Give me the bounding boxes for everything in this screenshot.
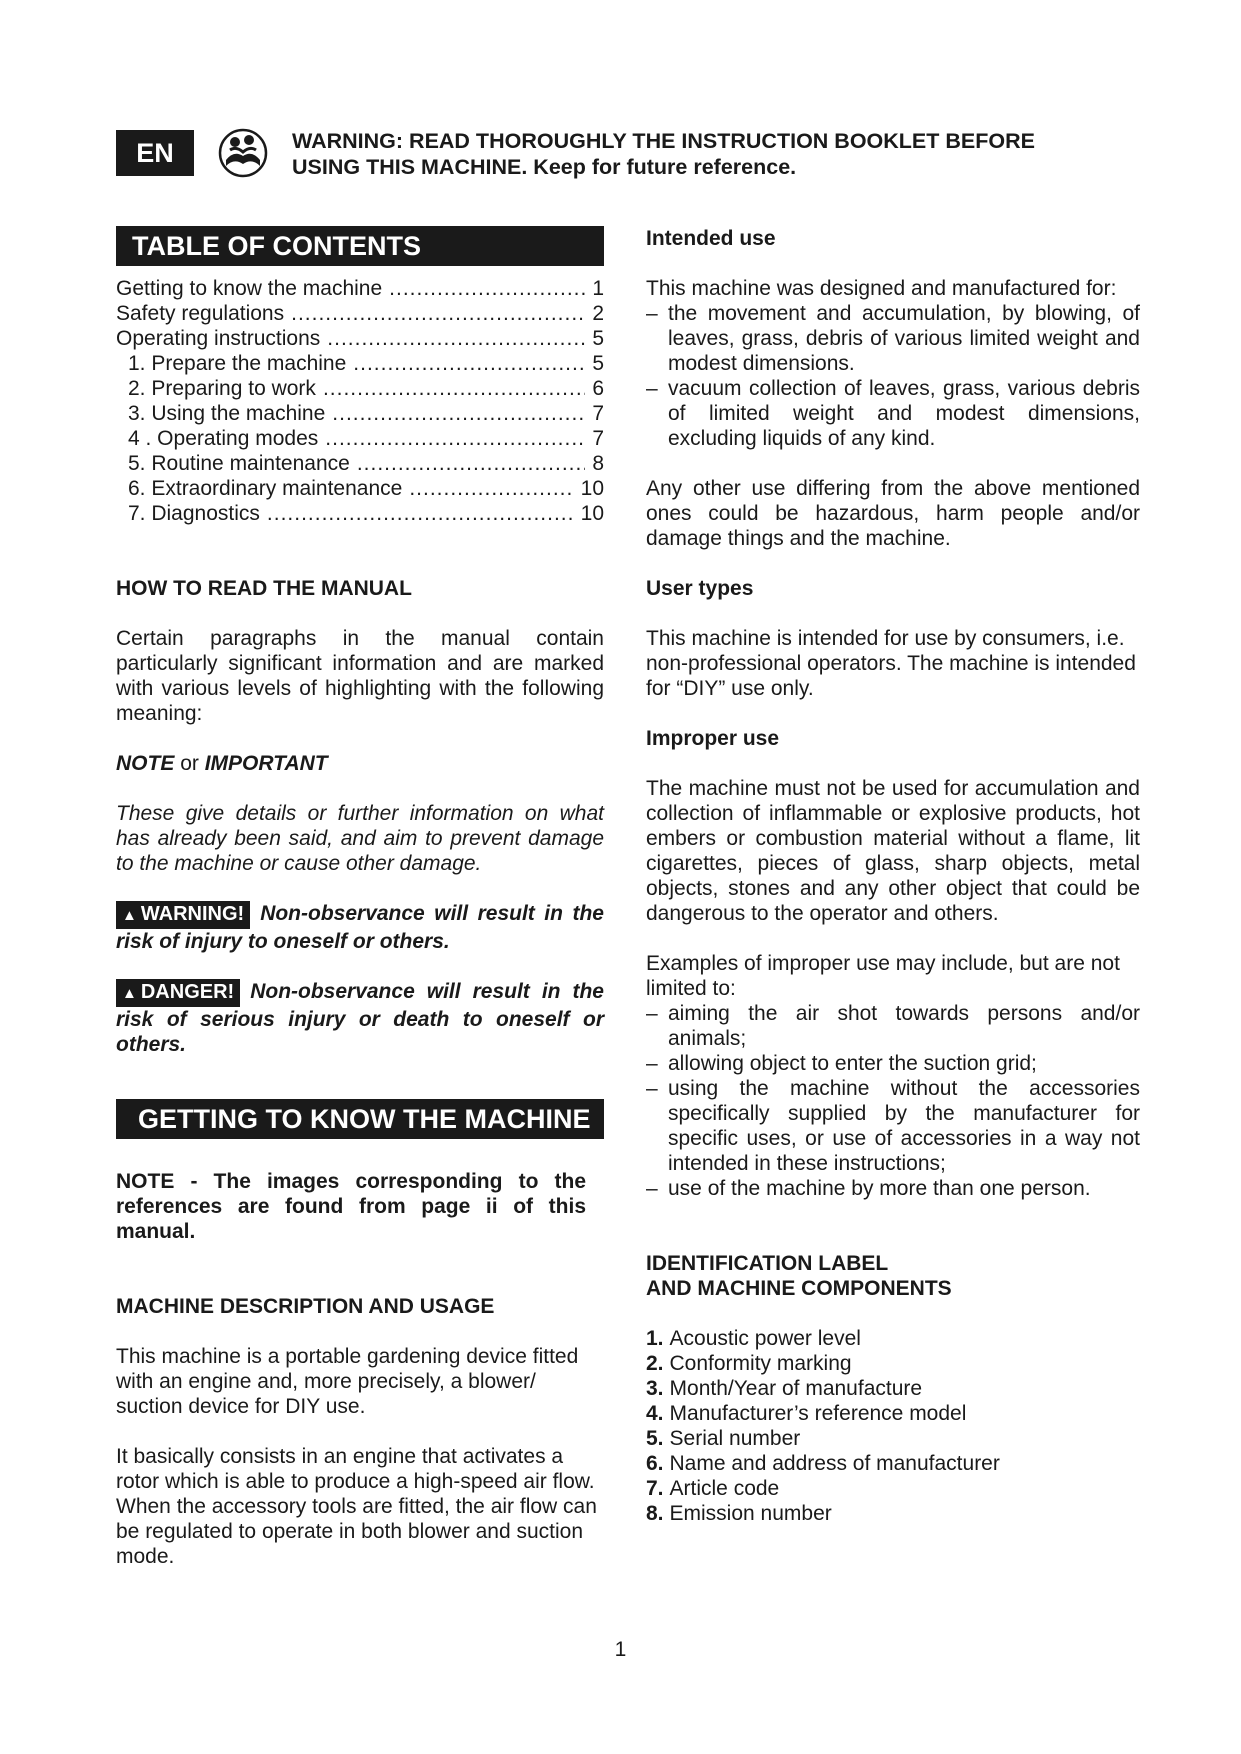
improper-use-text: The machine must not be used for accumulation and collection of inflammable or explosive products, hot embers or combustion material without a flame, lit cigarettes, pieces of glass, sharp objects, metal objects, stones and any other object that could be dangerous to the operator and others. bbox=[646, 777, 1140, 925]
user-types-text: This machine is intended for use by consumers, i.e. non-professional operators. The machine is intended for “DIY” use only. bbox=[646, 627, 1136, 700]
identification-title: IDENTIFICATION LABEL AND MACHINE COMPONENTS bbox=[646, 1252, 952, 1300]
danger-paragraph bbox=[116, 979, 604, 1057]
how-to-read-title: HOW TO READ THE MANUAL bbox=[116, 577, 412, 600]
note-text: These give details or further information on what has already been said, and aim to prevent damage to the machine or cause other damage. bbox=[116, 802, 604, 875]
list-item: – use of the machine by more than one person. bbox=[646, 1176, 1140, 1201]
intended-use-intro: This machine was designed and manufactured for: bbox=[646, 277, 1117, 300]
danger-triangle-icon: ▲ bbox=[122, 985, 137, 1002]
list-item: 8. Emission number bbox=[646, 1502, 832, 1525]
list-item: 2. Conformity marking bbox=[646, 1352, 852, 1375]
page-number: 1 bbox=[614, 1638, 627, 1661]
warning-line-1: WARNING: READ THOROUGHLY THE INSTRUCTION BOOKLET BEFORE bbox=[292, 129, 1035, 153]
machine-desc-p3: When the accessory tools are fitted, the air flow can be regulated to operate in both blower and suction mode. bbox=[116, 1495, 597, 1568]
improper-examples-list bbox=[646, 1001, 1140, 1201]
read-manual-icon bbox=[218, 128, 268, 178]
warning-header bbox=[292, 128, 1112, 180]
machine-desc-title: MACHINE DESCRIPTION AND USAGE bbox=[116, 1295, 495, 1318]
important-label: IMPORTANT bbox=[204, 752, 328, 775]
toc-item[interactable]: 6. Extraordinary maintenance ..... 10 bbox=[116, 476, 604, 501]
toc-list bbox=[116, 276, 604, 526]
list-item: – the movement and accumulation, by blowing, of leaves, grass, debris of various limited weight and modest dimensions. bbox=[646, 301, 1140, 376]
intended-use-other: Any other use differing from the above mentioned ones could be hazardous, harm people and/or damage things and the machine. bbox=[646, 477, 1140, 550]
note-label: NOTE bbox=[116, 752, 175, 775]
warning-triangle-icon: ▲ bbox=[122, 907, 137, 924]
toc-title: TABLE OF CONTENTS bbox=[116, 226, 604, 266]
list-item: – allowing object to enter the suction grid; bbox=[646, 1051, 1140, 1076]
getting-to-know-title: GETTING TO KNOW THE MACHINE bbox=[116, 1099, 604, 1139]
left-column bbox=[116, 226, 604, 1569]
toc-item[interactable]: 5. Routine maintenance ..... 8 bbox=[116, 451, 604, 476]
improper-examples-intro: Examples of improper use may include, but are not limited to: bbox=[646, 952, 1120, 1000]
list-item: 1. Acoustic power level bbox=[646, 1327, 861, 1350]
toc-item[interactable]: 2. Preparing to work ..... 6 bbox=[116, 376, 604, 401]
toc-item[interactable]: 4 . Operating modes ..... 7 bbox=[116, 426, 604, 451]
images-note: NOTE - The images corresponding to the references are found from page ii of this manual. bbox=[116, 1170, 586, 1243]
how-to-read-intro: Certain paragraphs in the manual contain particularly significant information and are marked with various levels of highlighting with the following meaning: bbox=[116, 627, 604, 725]
language-badge: EN bbox=[116, 130, 194, 176]
right-column bbox=[646, 226, 1140, 1526]
machine-desc-p1: This machine is a portable gardening device fitted with an engine and, more precisely, a blower/ suction device for DIY use. bbox=[116, 1345, 579, 1418]
warning-paragraph bbox=[116, 901, 604, 954]
user-types-title: User types bbox=[646, 577, 754, 600]
improper-use-title: Improper use bbox=[646, 727, 780, 750]
toc-item[interactable]: Operating instructions ..... 5 bbox=[116, 326, 604, 351]
warning-line-2: USING THIS MACHINE. Keep for future reference. bbox=[292, 155, 797, 179]
toc-item[interactable]: 7. Diagnostics ..... 10 bbox=[116, 501, 604, 526]
list-item: 4. Manufacturer’s reference model bbox=[646, 1402, 967, 1425]
machine-desc-p2: It basically consists in an engine that activates a rotor which is able to produce a high-speed air flow. bbox=[116, 1445, 595, 1493]
intended-use-list bbox=[646, 301, 1140, 451]
note-important-line bbox=[116, 751, 604, 776]
list-item: – vacuum collection of leaves, grass, various debris of limited weight and modest dimensions, excluding liquids of any kind. bbox=[646, 376, 1140, 451]
list-item: 3. Month/Year of manufacture bbox=[646, 1377, 923, 1400]
list-item: – aiming the air shot towards persons and/or animals; bbox=[646, 1001, 1140, 1051]
list-item: 6. Name and address of manufacturer bbox=[646, 1452, 1000, 1475]
toc-item[interactable]: Safety regulations ..... 2 bbox=[116, 301, 604, 326]
intended-use-title: Intended use bbox=[646, 227, 776, 250]
warning-tag: ▲ WARNING! bbox=[116, 901, 250, 929]
danger-tag: ▲ DANGER! bbox=[116, 979, 240, 1007]
danger-text: Non-observance will result in the risk of serious injury or death to oneself or others. bbox=[116, 980, 604, 1056]
or-text: or bbox=[180, 752, 199, 775]
toc-item[interactable]: 1. Prepare the machine ..... 5 bbox=[116, 351, 604, 376]
list-item: 5. Serial number bbox=[646, 1427, 801, 1450]
toc-item[interactable]: 3. Using the machine ..... 7 bbox=[116, 401, 604, 426]
components-list bbox=[646, 1326, 1140, 1526]
list-item: 7. Article code bbox=[646, 1477, 780, 1500]
list-item: – using the machine without the accessories specifically supplied by the manufacturer for specific uses, or use of accessories in a way not intended in these instructions; bbox=[646, 1076, 1140, 1176]
toc-item[interactable]: Getting to know the machine ..... 1 bbox=[116, 276, 604, 301]
warning-text: Non-observance will result in the risk of injury to oneself or others. bbox=[116, 902, 604, 953]
